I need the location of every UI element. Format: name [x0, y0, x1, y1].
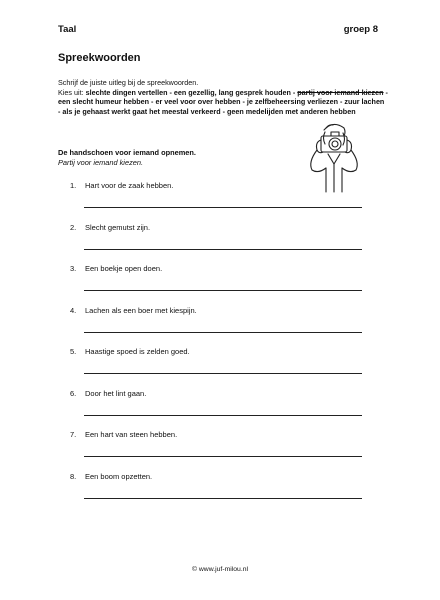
exercise-number: 2. [70, 222, 77, 232]
exercise-number: 1. [70, 181, 77, 190]
exercise-proverb: Door het lint gaan. [85, 388, 147, 398]
example-question: De handschoen voor iemand opnemen. [58, 148, 196, 157]
exercise-number: 7. [70, 430, 77, 439]
exercise-proverb: Lachen als een boer met kiespijn. [85, 305, 197, 315]
answer-line[interactable] [84, 249, 362, 250]
exercise-number: 5. [70, 347, 77, 356]
footer-copyright: © www.juf-milou.nl [192, 566, 248, 573]
exercise-text [70, 430, 370, 439]
answer-line[interactable] [84, 415, 362, 416]
answer-line[interactable] [84, 207, 362, 208]
answer-line[interactable] [84, 456, 362, 457]
answer-line[interactable] [84, 290, 362, 291]
exercise-text [70, 389, 370, 398]
exercise-item [70, 306, 370, 315]
exercise-text [70, 306, 370, 315]
exercise-number: 6. [70, 388, 77, 398]
answer-line[interactable] [84, 332, 362, 333]
example-answer: Partij voor iemand kiezen. [58, 157, 144, 167]
subject-label: Taal [58, 24, 77, 35]
exercise-proverb: Haastige spoed is zelden goed. [85, 347, 190, 356]
exercise-text [70, 347, 370, 356]
options-struck: partij voor iemand kiezen [297, 87, 384, 97]
exercise-number: 3. [70, 264, 77, 273]
exercise-item [70, 430, 370, 439]
instructions [58, 78, 388, 116]
exercise-text [70, 181, 370, 190]
exercise-item [70, 181, 370, 190]
exercise-item [70, 347, 370, 356]
exercise-item [70, 472, 370, 481]
exercise-proverb: Een hart van steen hebben. [85, 430, 178, 439]
options-part-1: slechte dingen vertellen - een gezellig, lang gesprek houden - [85, 87, 298, 97]
choose-prefix: Kies uit: [58, 87, 86, 97]
group-label: groep 8 [343, 24, 378, 35]
exercise-item [70, 264, 370, 273]
exercise-text [70, 472, 370, 481]
answer-line[interactable] [84, 498, 362, 499]
page-title: Spreekwoorden [58, 52, 141, 64]
exercise-text [70, 264, 370, 273]
example-block [58, 148, 288, 168]
exercise-proverb: Slecht gemutst zijn. [85, 222, 151, 232]
answer-line[interactable] [84, 373, 362, 374]
exercise-item [70, 223, 370, 232]
exercise-proverb: Een boom opzetten. [85, 471, 153, 481]
options-part-2: - een slecht humeur hebben - er veel voor over hebben - je zelfbeheersing verliezen - zuur lachen - als je gehaast werkt gaat het meestal verkeerd - geen medelijden met anderen hebben [58, 87, 388, 116]
exercise-number: 8. [70, 471, 77, 481]
exercise-item [70, 389, 370, 398]
exercise-text [70, 223, 370, 232]
exercise-proverb: Hart voor de zaak hebben. [85, 181, 174, 190]
exercise-proverb: Een boekje open doen. [85, 264, 163, 273]
exercise-number: 4. [70, 305, 77, 315]
instruction-line: Schrijf de juiste uitleg bij de spreekwoorden. [58, 78, 199, 87]
